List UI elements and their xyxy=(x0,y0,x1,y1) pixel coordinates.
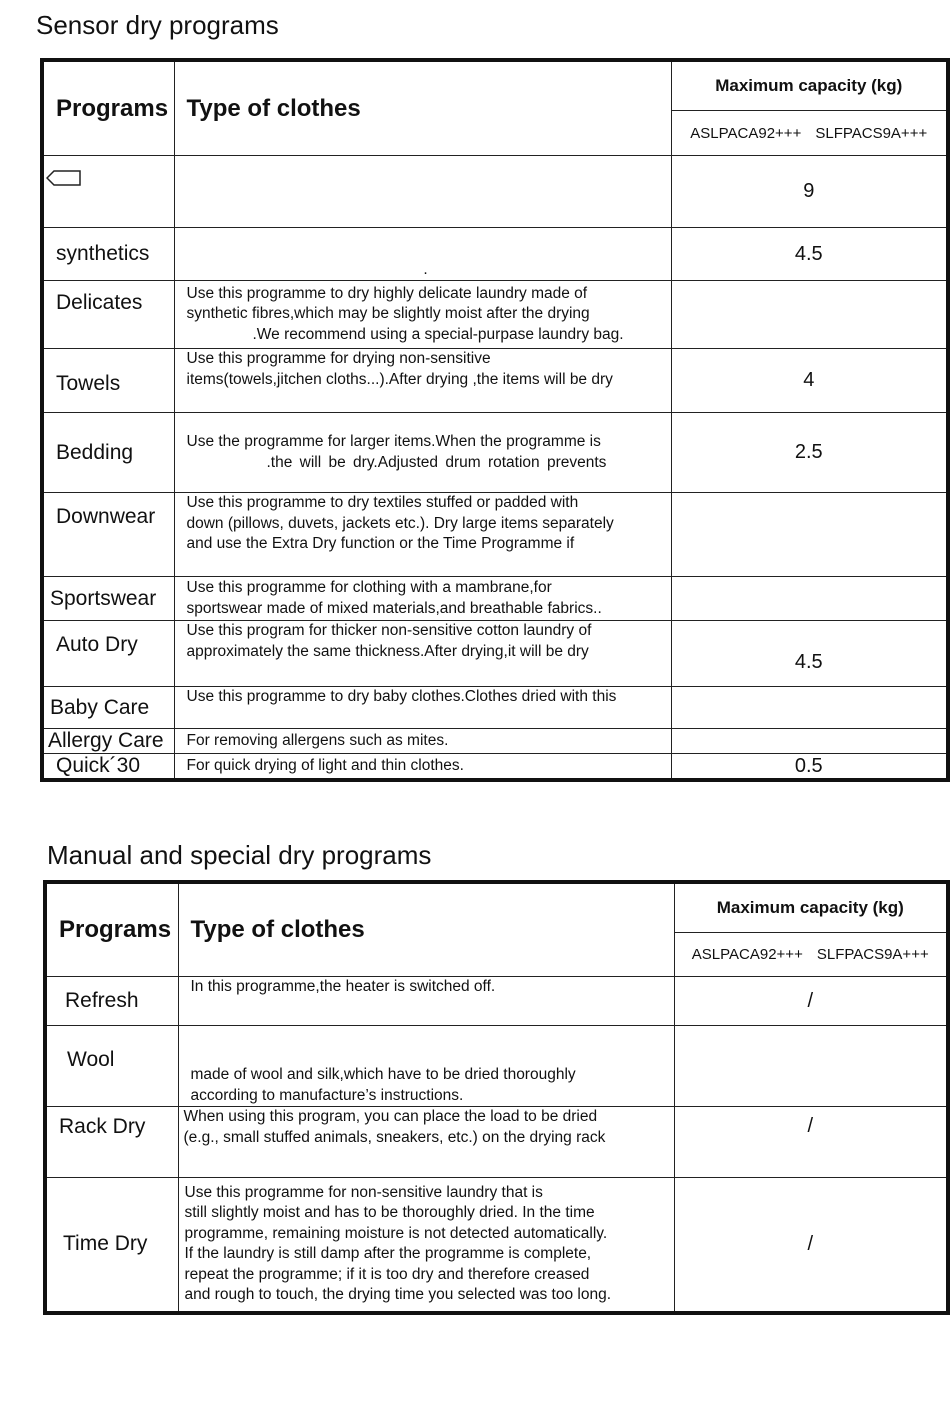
desc-line: approximately the same thickness.After drying,it will be dry xyxy=(186,642,589,660)
capacity-title: Maximum capacity (kg) xyxy=(672,62,947,111)
desc-line: .the will be dry.Adjusted drum rotation prevents xyxy=(266,453,607,471)
desc-line: Use this programme to dry textiles stuffed or padded with xyxy=(186,494,579,511)
type-cell xyxy=(174,729,671,754)
desc-line: Use this programme for clothing with a mambrane,for xyxy=(186,579,552,596)
desc-line: In this programme,the heater is switched off. xyxy=(190,978,496,995)
capacity-header xyxy=(674,882,948,977)
table-row xyxy=(42,156,948,228)
desc-line: programme, remaining moisture is not detected automatically. xyxy=(184,1224,608,1242)
desc-line: and rough to touch, the drying time you selected was too long. xyxy=(184,1286,612,1304)
desc-line: down (pillows, duvets, jackets etc.). Dry large items separately xyxy=(186,514,614,532)
type-cell xyxy=(174,577,671,621)
model-1: ASLPACA92+++ xyxy=(691,946,803,963)
programs-header: Programs xyxy=(42,60,174,156)
table-row xyxy=(42,228,948,281)
type-cell xyxy=(174,349,671,413)
type-cell xyxy=(174,156,671,228)
desc-line: .We recommend using a special-purpase laundry bag. xyxy=(252,325,624,343)
desc-line: Use the programme for larger items.When the programme is xyxy=(186,433,601,450)
desc-line: Use this programme for non-sensitive laundry that is xyxy=(184,1183,543,1201)
type-cell xyxy=(174,754,671,781)
type-cell xyxy=(174,228,671,281)
table-row xyxy=(45,1026,948,1107)
capacity-cell: 2.5 xyxy=(671,413,948,493)
type-cell xyxy=(178,1026,674,1107)
table-row xyxy=(42,577,948,621)
program-cell: Rack Dry xyxy=(45,1107,178,1178)
desc-line: Use this programme to dry highly delicate laundry made of xyxy=(186,284,588,302)
capacity-cell xyxy=(674,1026,948,1107)
type-cell xyxy=(174,413,671,493)
desc-line: sportswear made of mixed materials,and breathable fabrics.. xyxy=(186,599,602,617)
capacity-cell: / xyxy=(674,1178,948,1313)
table-row xyxy=(42,281,948,349)
capacity-cell: 9 xyxy=(671,156,948,228)
capacity-cell: 4.5 xyxy=(671,228,948,281)
table-row xyxy=(42,687,948,729)
desc-line: When using this program, you can place the load to be dried xyxy=(183,1108,598,1125)
program-cell: synthetics xyxy=(42,228,174,281)
type-cell xyxy=(174,621,671,687)
desc-line: still slightly moist and has to be thoroughly dried. In the time xyxy=(184,1204,595,1222)
desc-line: Use this program for thicker non-sensitive cotton laundry of xyxy=(186,622,592,639)
model-names xyxy=(672,111,947,155)
table-row xyxy=(45,977,948,1026)
program-cell: Quick´30 xyxy=(42,754,174,781)
capacity-cell: / xyxy=(674,1107,948,1178)
table-header-row xyxy=(42,60,948,156)
model-1: ASLPACA92+++ xyxy=(690,124,802,142)
table-row xyxy=(42,621,948,687)
table-row xyxy=(42,754,948,781)
model-names xyxy=(675,933,947,976)
program-cell: Time Dry xyxy=(45,1178,178,1313)
desc-line: according to manufacture’s instructions. xyxy=(190,1086,464,1104)
desc-line: synthetic fibres,which may be slightly moist after the drying xyxy=(186,305,590,323)
capacity-cell: / xyxy=(674,977,948,1026)
manual-programs-table xyxy=(43,880,950,1315)
table-row xyxy=(42,413,948,493)
model-2: SLFPACS9A+++ xyxy=(815,124,928,142)
capacity-cell: 0.5 xyxy=(671,754,948,781)
type-cell xyxy=(174,687,671,729)
model-2: SLFPACS9A+++ xyxy=(816,946,929,963)
program-cell: Downwear xyxy=(42,493,174,577)
capacity-cell: 4.5 xyxy=(671,621,948,687)
capacity-title: Maximum capacity (kg) xyxy=(675,884,947,933)
program-cell: Baby Care xyxy=(42,687,174,729)
type-cell xyxy=(178,1107,674,1178)
type-cell xyxy=(174,493,671,577)
sensor-programs-table xyxy=(40,58,950,782)
table-row xyxy=(45,1107,948,1178)
table-row xyxy=(42,493,948,577)
desc-line: . xyxy=(423,260,428,278)
desc-line: repeat the programme; if it is too dry and therefore creased xyxy=(184,1265,590,1283)
program-cell: Bedding xyxy=(42,413,174,493)
desc-line: For quick drying of light and thin clothes. xyxy=(186,756,464,774)
type-header: Type of clothes xyxy=(174,60,671,156)
type-cell xyxy=(178,977,674,1026)
program-cell: Refresh xyxy=(45,977,178,1026)
tag-icon xyxy=(46,168,82,193)
type-header: Type of clothes xyxy=(178,882,674,977)
capacity-cell xyxy=(671,729,948,754)
desc-line: If the laundry is still damp after the programme is complete, xyxy=(184,1245,592,1263)
sensor-section-title: Sensor dry programs xyxy=(36,10,279,40)
desc-line: (e.g., small stuffed animals, sneakers, etc.) on the drying rack xyxy=(183,1128,606,1146)
table-row xyxy=(42,729,948,754)
capacity-cell xyxy=(671,687,948,729)
program-cell: Wool xyxy=(45,1026,178,1107)
program-cell: Sportswear xyxy=(42,577,174,621)
desc-line: Use this programme for drying non-sensitive xyxy=(186,350,491,367)
capacity-cell: 4 xyxy=(671,349,948,413)
table-row xyxy=(42,349,948,413)
capacity-cell xyxy=(671,493,948,577)
program-cell xyxy=(42,156,174,228)
desc-line: items(towels,jitchen cloths...).After drying ,the items will be dry xyxy=(186,370,613,388)
program-cell: Delicates xyxy=(42,281,174,349)
capacity-header xyxy=(671,60,948,156)
program-cell: Towels xyxy=(42,349,174,413)
type-cell xyxy=(174,281,671,349)
desc-line: For removing allergens such as mites. xyxy=(186,731,449,749)
table-header-row xyxy=(45,882,948,977)
type-cell xyxy=(178,1178,674,1313)
table-row xyxy=(45,1178,948,1313)
programs-header: Programs xyxy=(45,882,178,977)
desc-line: Use this programme to dry baby clothes.Clothes dried with this xyxy=(186,688,617,705)
manual-section-title: Manual and special dry programs xyxy=(47,840,432,870)
desc-line: and use the Extra Dry function or the Time Programme if xyxy=(186,535,575,552)
desc-line: made of wool and silk,which have to be dried thoroughly xyxy=(190,1066,576,1083)
capacity-cell xyxy=(671,281,948,349)
program-cell: Allergy Care xyxy=(42,729,174,754)
program-cell: Auto Dry xyxy=(42,621,174,687)
capacity-cell xyxy=(671,577,948,621)
